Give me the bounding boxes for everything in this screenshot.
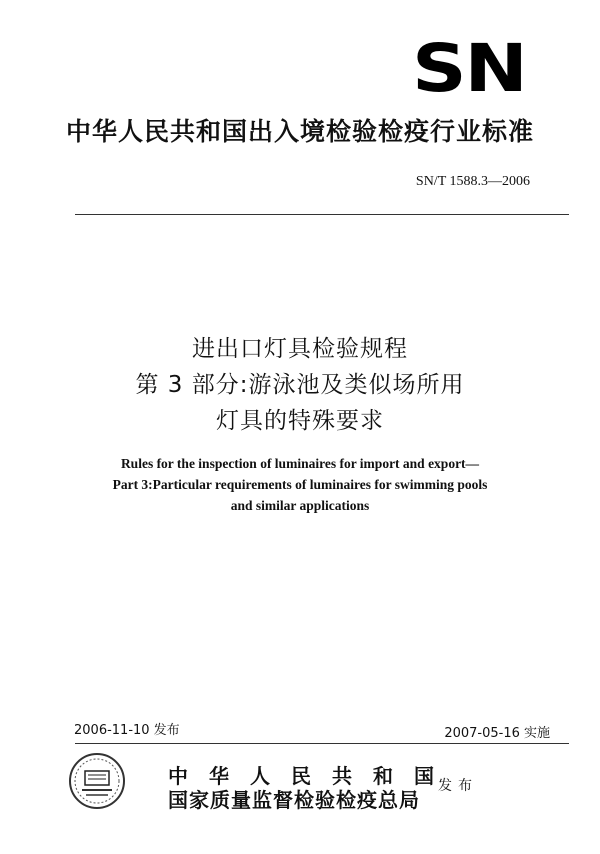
issue-date: 2006-11-10 发布 [74,723,180,738]
english-title-line-3: and similar applications [230,498,370,513]
standard-category-title: 中华人民共和国出入境检验检疫行业标准 [65,117,534,146]
chinese-title-line-2: 第 3 部分:游泳池及类似场所用 [135,372,465,398]
publish-label: 发布 [438,778,478,794]
english-title-line-1: Rules for the inspection of luminaires for import and export— [120,456,480,471]
sn-logo: SN [412,30,526,107]
issuer-country: 中华人民共和国 [168,764,455,788]
issuer-agency: 国家质量监督检验检疫总局 [168,788,420,812]
implementation-date: 2007-05-16 实施 [444,726,550,741]
english-title-line-2: Part 3:Particular requirements of luminaires for swimming pools [112,477,488,492]
chinese-title-line-1: 进出口灯具检验规程 [192,336,408,362]
official-seal-icon [68,752,126,810]
header-divider [75,214,569,215]
standard-code: SN/T 1588.3—2006 [415,174,530,189]
footer-divider [75,743,569,744]
chinese-title-line-3: 灯具的特殊要求 [216,408,384,434]
